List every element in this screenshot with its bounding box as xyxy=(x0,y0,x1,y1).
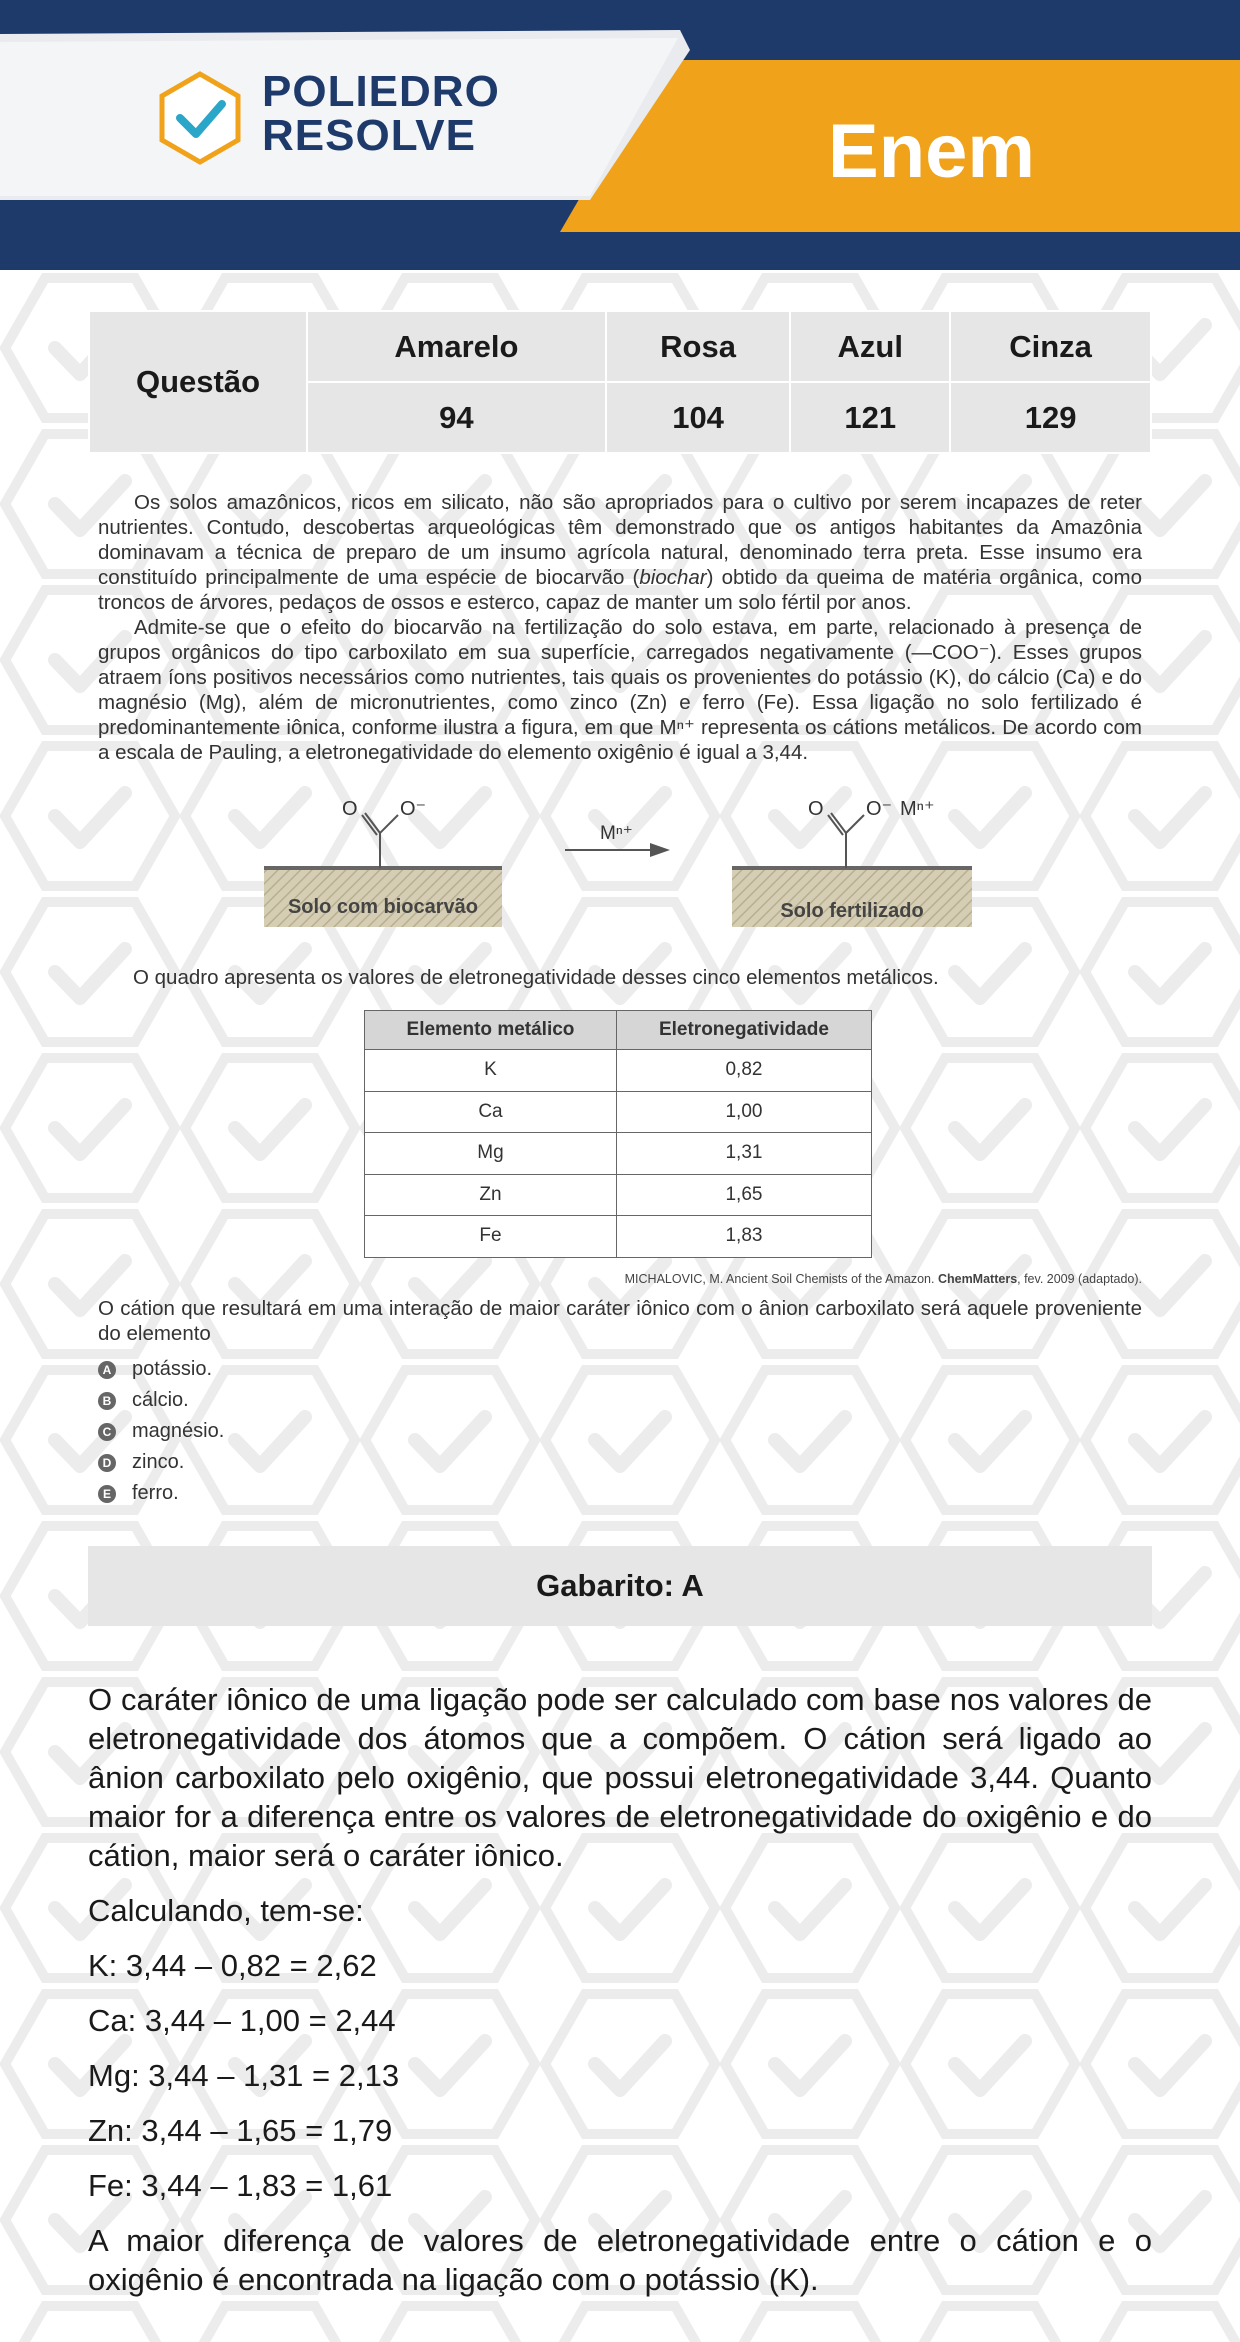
answer-options xyxy=(98,1354,224,1509)
header-banner xyxy=(0,0,1240,270)
option-letter-badge: C xyxy=(98,1423,116,1441)
arrow-metal-label: Mⁿ⁺ xyxy=(600,823,633,844)
question-number-table xyxy=(88,310,1152,454)
table-row xyxy=(365,1174,872,1216)
value-cell: 1,00 xyxy=(616,1091,871,1133)
value-cell: 1,65 xyxy=(616,1174,871,1216)
value-cell: 0,82 xyxy=(616,1050,871,1092)
label-solo-fertilizado: Solo fertilizado xyxy=(780,900,924,922)
option-letter-badge: B xyxy=(98,1392,116,1410)
calc-mg: Mg: 3,44 – 1,31 = 2,13 xyxy=(88,2058,400,2093)
table-row xyxy=(365,1050,872,1092)
element-cell: Ca xyxy=(365,1091,617,1133)
soil-with-biochar xyxy=(264,798,502,927)
element-cell: Mg xyxy=(365,1133,617,1175)
logo-check-icon xyxy=(162,74,238,162)
calc-ca: Ca: 3,44 – 1,00 = 2,44 xyxy=(88,2003,396,2038)
calc-k: K: 3,44 – 0,82 = 2,62 xyxy=(88,1948,377,1983)
option-d[interactable]: D zinco. xyxy=(98,1447,224,1478)
color-cinza: Cinza xyxy=(950,311,1151,382)
number-cinza: 129 xyxy=(950,382,1151,453)
value-cell: 1,83 xyxy=(616,1216,871,1258)
option-a[interactable]: A potássio. xyxy=(98,1354,224,1385)
source-citation: MICHALOVIC, M. Ancient Soil Chemists of the Amazon. ChemMatters, fev. 2009 (adaptado). xyxy=(624,1272,1142,1286)
calc-intro: Calculando, tem-se: xyxy=(88,1893,364,1928)
right-metal-cation: Mⁿ⁺ xyxy=(900,798,935,820)
statement-paragraph-2: Admite-se que o efeito do biocarvão na fertilização do solo estava, em parte, relacionado à presença de grupos orgânicos do tipo carboxilato em sua superfície, carregados negativamente (—COO⁻). Esses grupos atraem íons positivos necessários como nutrientes, tais quais os provenientes do potássio (K), do cálcio (Ca) e do magnésio (Mg), além de micronutrientes, como zinco (Zn) e ferro (Fe). Essa ligação no solo fertilizado é predominantemente iônica, conforme ilustra a figura, em que Mⁿ⁺ representa os cátions metálicos. De acordo com a escala de Pauling, a eletronegatividade do elemento oxigênio é igual a 3,44. xyxy=(98,616,1142,764)
color-rosa: Rosa xyxy=(606,311,790,382)
left-oxygen: O xyxy=(342,798,358,820)
questao-label: Questão xyxy=(89,311,307,453)
header-elemento: Elemento metálico xyxy=(365,1011,617,1050)
element-cell: Zn xyxy=(365,1174,617,1216)
option-b[interactable]: B cálcio. xyxy=(98,1385,224,1416)
resolution xyxy=(88,1680,1152,2299)
statement-paragraph-1: Os solos amazônicos, ricos em silicato, não são apropriados para o cultivo por serem incapazes de reter nutrientes. Contudo, descobertas arqueológicas têm demonstrado que os antigos habitantes da Amazônia dominavam a técnica de preparo de um insumo agrícola natural, denominado terra preta. Esse insumo era constituído principalmente de uma espécie de biocarvão (biochar) obtido da queima de matéria orgânica, como troncos de árvores, pedaços de ossos e esterco, capaz de manter um solo fértil por anos. xyxy=(98,491,1142,614)
answer-key-banner: Gabarito: A xyxy=(88,1546,1152,1626)
right-oxygen: O xyxy=(808,798,824,820)
number-rosa: 104 xyxy=(606,382,790,453)
soil-fertilized xyxy=(732,798,972,927)
option-letter-badge: D xyxy=(98,1454,116,1472)
brand-line-2: RESOLVE xyxy=(262,111,477,160)
element-cell: Fe xyxy=(365,1216,617,1258)
question-statement xyxy=(98,490,1142,765)
resolution-paragraph: O caráter iônico de uma ligação pode ser calculado com base nos valores de eletronegatividade dos átomos que a compõem. O cátion será ligado ao ânion carboxilato pelo oxigênio, que possui eletronegatividade 3,44. Quanto maior for a diferença entre os valores de eletronegatividade do oxigênio e do cátion, maior será o caráter iônico. xyxy=(88,1682,1152,1873)
table-row xyxy=(365,1133,872,1175)
calc-zn: Zn: 3,44 – 1,65 = 1,79 xyxy=(88,2113,393,2148)
header-eletronegatividade: Eletronegatividade xyxy=(616,1011,871,1050)
value-cell: 1,31 xyxy=(616,1133,871,1175)
calc-fe: Fe: 3,44 – 1,83 = 1,61 xyxy=(88,2168,393,2203)
right-oxygen-minus: O⁻ xyxy=(866,798,893,820)
color-azul: Azul xyxy=(790,311,950,382)
electronegativity-table xyxy=(364,1010,872,1258)
option-letter-badge: E xyxy=(98,1485,116,1503)
page-header xyxy=(0,0,1240,270)
table-row xyxy=(365,1216,872,1258)
option-letter-badge: A xyxy=(98,1361,116,1379)
exam-name: Enem xyxy=(828,109,1035,194)
number-azul: 121 xyxy=(790,382,950,453)
soil-figure xyxy=(250,795,990,945)
brand-logo-text xyxy=(262,67,500,160)
quadro-intro: O quadro apresenta os valores de eletronegatividade desses cinco elementos metálicos. xyxy=(133,966,939,989)
number-amarelo: 94 xyxy=(307,382,606,453)
resolution-conclusion: A maior diferença de valores de eletronegatividade entre o cátion e o oxigênio é encontrada na ligação com o potássio (K). xyxy=(88,2223,1152,2297)
color-amarelo: Amarelo xyxy=(307,311,606,382)
table-row xyxy=(365,1091,872,1133)
element-cell: K xyxy=(365,1050,617,1092)
option-c[interactable]: C magnésio. xyxy=(98,1416,224,1447)
option-e[interactable]: E ferro. xyxy=(98,1478,224,1509)
brand-line-1: POLIEDRO xyxy=(262,67,500,116)
question-stem: O cátion que resultará em uma interação de maior caráter iônico com o ânion carboxilato será aquele proveniente do elemento xyxy=(98,1297,1142,1345)
left-oxygen-minus: O⁻ xyxy=(400,798,427,820)
reaction-arrow xyxy=(565,823,670,857)
label-solo-com-biocarvao: Solo com biocarvão xyxy=(287,896,479,918)
